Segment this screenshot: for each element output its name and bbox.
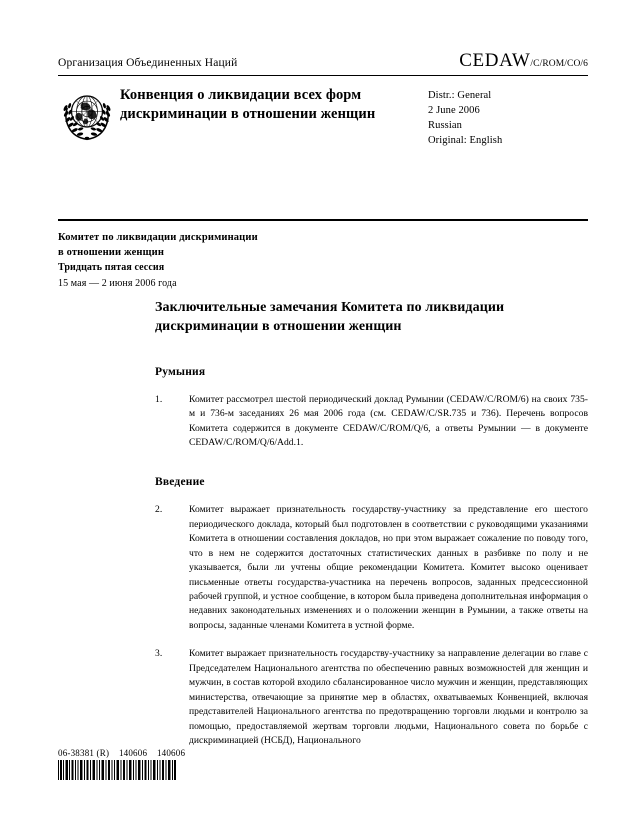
- distribution-language: Russian: [428, 119, 462, 131]
- committee-name-line1: Комитет по ликвидации дискриминации: [58, 232, 258, 243]
- paragraph-number: 2.: [155, 504, 163, 516]
- distribution-original: Original: English: [428, 134, 503, 146]
- document-symbol-suffix: /C/ROM/CO/6: [530, 59, 588, 69]
- job-number: 06-38381 (R) 140606 140606: [58, 748, 186, 758]
- main-content: [155, 298, 588, 748]
- country-heading: Румыния: [155, 365, 206, 378]
- distribution-type: Distr.: General: [428, 90, 492, 101]
- masthead-body: [58, 84, 588, 149]
- emblem-container: [58, 84, 120, 144]
- organization-row: [58, 50, 588, 75]
- convention-title: Конвенция о ликвидации всех форм дискриминации в отношении женщин: [120, 87, 376, 123]
- un-emblem-icon: [58, 86, 116, 144]
- masthead-divider: [58, 75, 588, 76]
- paragraph-text: Комитет рассмотрел шестой периодический доклад Румынии (CEDAW/C/ROM/6) на своих 735-м и 736-м заседаниях 26 мая 2006 года (см. CEDAW/C/SR.735 и 736). Перечень вопросов Комитета содержится в документе CEDAW/C/ROM/Q/6, а ответы Румынии — в документе CEDAW/C/ROM/Q/6/Add.1.: [189, 393, 588, 448]
- distribution-date: 2 June 2006: [428, 104, 480, 116]
- committee-dates: 15 мая — 2 июня 2006 года: [58, 277, 177, 289]
- masthead: [58, 50, 588, 149]
- section-divider: [58, 219, 588, 221]
- committee-name-line2: в отношении женщин: [58, 247, 165, 259]
- paragraph-3: [155, 647, 588, 748]
- organization-name: Организация Объединенных Наций: [58, 57, 238, 69]
- paragraph-text: Комитет выражает признательность государству-участнику за направление делегации во главе с Председателем Национального агентства по обеспечению равных возможностей для женщин и мужчин, в состав которой входило сбалансированное число мужчин и женщин, представляющих министерства, отвечающие за принятие мер в областях, охватываемых Конвенцией, включая представителей Национального агентства по предотвращению торговли людьми и контролю за помощью, предоставляемой жертвам торговли людьми, Национального совета по борьбе с дискриминацией (НСБД), Национального: [189, 648, 588, 746]
- barcode-icon: [58, 760, 176, 780]
- page-footer: [58, 748, 458, 780]
- paragraph-1: [155, 393, 588, 451]
- paragraph-text: Комитет выражает признательность государству-участнику за представление его шестого периодического доклада, который был подготовлен в соответствии с руководящими указаниями Комитета в отношении составления докладов, но при этом выражает сожаление по поводу того, что в нем не содержится достаточных статистических данных в разбивке по полу и не указывается, были ли учтены общие рекомендации Комитета. Комитет высоко оценивает письменные ответы государства-участника на перечень вопросов, заданных предсессионной рабочей группой, и устное сообщение, в котором была приведена дополнительная информация о недавних законодательных изменениях и о положении женщин в Румынии, а также ответы на вопросы, заданные членами Комитета в устной форме.: [189, 504, 588, 631]
- intro-heading: Введение: [155, 476, 205, 489]
- paragraph-2: [155, 503, 588, 633]
- page-title: Заключительные замечания Комитета по ликвидации дискриминации в отношении женщин: [155, 300, 505, 335]
- paragraph-number: 1.: [155, 393, 163, 405]
- committee-session: Тридцать пятая сессия: [58, 262, 165, 274]
- paragraph-number: 3.: [155, 648, 163, 660]
- document-symbol: [459, 50, 588, 72]
- committee-block: [58, 230, 388, 291]
- distribution-block: [428, 84, 588, 149]
- document-symbol-main: CEDAW: [459, 50, 531, 71]
